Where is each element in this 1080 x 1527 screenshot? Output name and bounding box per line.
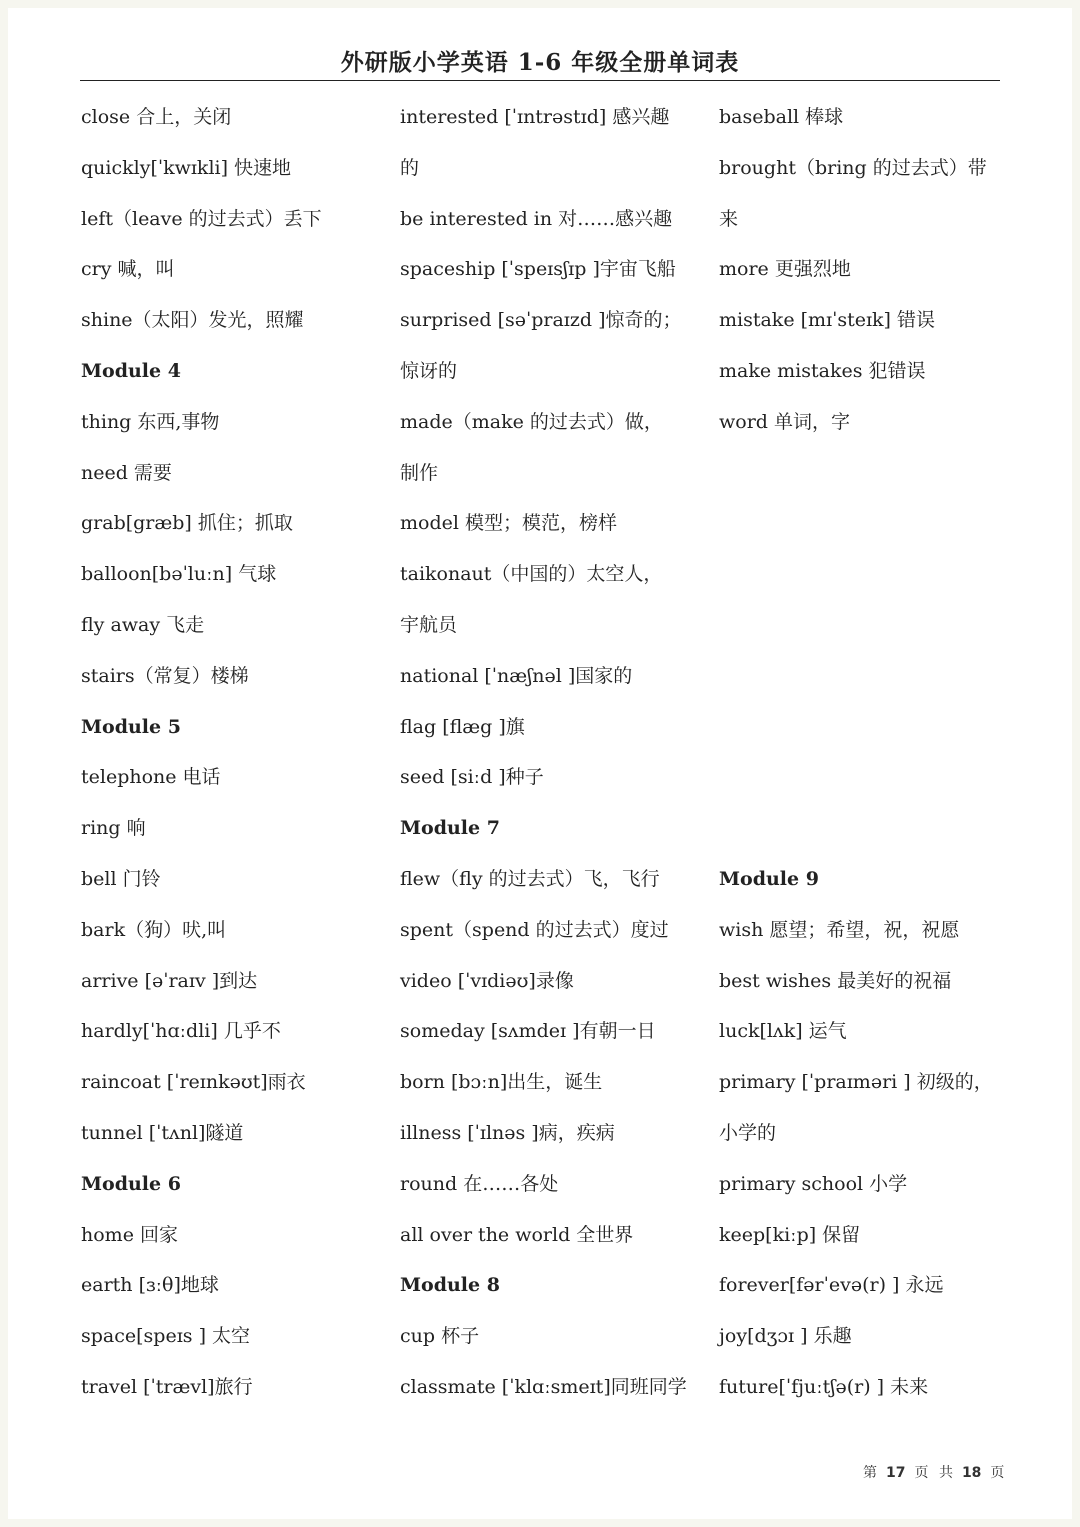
vocab-entry: future[ˈfjuːtʃə(r) ] 未来 <box>719 1375 929 1398</box>
footer-page-word: 页 <box>914 1465 929 1481</box>
vocab-entry <box>719 600 1009 651</box>
vocab-entry: be interested in 对……感兴趣 <box>400 207 673 230</box>
module-heading: Module 8 <box>400 1274 500 1297</box>
vocab-entry: spaceship [ˈspeɪsʃɪp ]宇宙飞船 <box>400 258 676 281</box>
vocab-entry: mistake [mɪˈsteɪk] 错误 <box>719 309 936 332</box>
vocab-entry: earth [ɜːθ]地球 <box>81 1274 219 1297</box>
vocab-entry <box>719 803 1009 854</box>
vocab-entry: taikonaut（中国的）太空人， <box>400 563 663 586</box>
vocab-column-1 <box>81 92 401 1413</box>
page-footer <box>860 1462 1007 1482</box>
footer-suffix: 页 <box>990 1465 1005 1481</box>
vocab-entry <box>719 549 1009 600</box>
vocab-entry: bell 门铃 <box>81 867 161 890</box>
vocab-entry: interested [ˈɪntrəstɪd] 感兴趣 <box>400 106 670 128</box>
vocab-entry: national [ˈnæʃnəl ]国家的 <box>400 664 633 687</box>
vocab-entry: left（leave 的过去式）丢下 <box>81 207 322 230</box>
vocab-entry: travel [ˈtrævl]旅行 <box>81 1375 253 1398</box>
vocab-column-2 <box>400 92 720 1413</box>
vocab-entry <box>719 498 1009 549</box>
vocab-entry: 惊讶的 <box>400 359 458 382</box>
vocab-entry: flew（fly 的过去式）飞，飞行 <box>400 867 660 890</box>
module-heading: Module 5 <box>81 715 181 738</box>
vocab-entry: spent（spend 的过去式）度过 <box>400 918 669 941</box>
vocab-entry: word 单词，字 <box>719 410 850 433</box>
vocab-entry: made（make 的过去式）做， <box>400 410 663 433</box>
vocab-entry: primary school 小学 <box>719 1172 908 1195</box>
vocab-entry: 的 <box>400 156 420 179</box>
document-title: 外研版小学英语 1-6 年级全册单词表 <box>340 49 740 76</box>
footer-total-word: 共 <box>938 1465 953 1481</box>
vocab-entry: hardly[ˈhɑːdli] 几乎不 <box>81 1020 281 1043</box>
vocab-entry: 小学的 <box>719 1121 777 1144</box>
vocab-entry: brought（bring 的过去式）带 <box>719 156 987 179</box>
vocab-entry: close 合上，关闭 <box>81 106 232 128</box>
vocab-entry: thing 东西,事物 <box>81 410 220 433</box>
vocab-entry <box>719 448 1009 499</box>
vocab-column-3 <box>719 92 1009 1413</box>
vocab-entry: surprised [səˈpraɪzd ]惊奇的； <box>400 309 682 332</box>
vocab-entry: cup 杯子 <box>400 1325 480 1348</box>
vocab-entry: arrive [əˈraɪv ]到达 <box>81 969 258 992</box>
vocab-entry: space[speɪs ] 太空 <box>81 1325 251 1348</box>
vocab-entry: round 在……各处 <box>400 1172 559 1195</box>
vocab-entry: bark（狗）吠,叫 <box>81 918 227 941</box>
vocab-entry: video [ˈvɪdiəʊ]录像 <box>400 969 574 992</box>
vocab-entry <box>719 702 1009 753</box>
vocab-entry <box>719 752 1009 803</box>
vocab-entry: wish 愿望；希望，祝，祝愿 <box>719 918 960 941</box>
vocab-entry: 来 <box>719 207 739 230</box>
vocab-entry: raincoat [ˈreɪnkəʊt]雨衣 <box>81 1071 306 1094</box>
vocab-entry: model 模型；模范，榜样 <box>400 512 617 535</box>
vocab-entry: joy[dʒɔɪ ] 乐趣 <box>719 1325 852 1348</box>
vocab-entry: classmate [ˈklɑːsmeɪt]同班同学 <box>400 1375 687 1398</box>
vocab-entry: forever[fərˈevə(r) ] 永远 <box>719 1274 944 1297</box>
vocab-entry: flag [flæg ]旗 <box>400 715 525 738</box>
vocab-entry: ring 响 <box>81 817 146 840</box>
vocab-entry: primary [ˈpraɪməri ] 初级的， <box>719 1071 993 1094</box>
vocab-entry: 宇航员 <box>400 613 458 636</box>
vocab-entry: luck[lʌk] 运气 <box>719 1020 847 1043</box>
vocab-entry: stairs（常复）楼梯 <box>81 664 249 687</box>
footer-total-pages: 18 <box>961 1465 982 1481</box>
module-heading: Module 6 <box>81 1172 181 1195</box>
module-heading: Module 4 <box>81 359 181 382</box>
vocab-entry: balloon[bəˈluːn] 气球 <box>81 563 277 586</box>
module-heading: Module 9 <box>719 867 819 890</box>
vocab-entry: telephone 电话 <box>81 766 221 789</box>
vocab-entry: all over the world 全世界 <box>400 1223 634 1246</box>
vocab-entry: home 回家 <box>81 1223 178 1246</box>
footer-prefix: 第 <box>863 1465 877 1481</box>
vocab-entry: tunnel [ˈtʌnl]隧道 <box>81 1121 244 1144</box>
module-heading: Module 7 <box>400 817 500 840</box>
vocab-entry: baseball 棒球 <box>719 106 844 128</box>
vocab-entry: make mistakes 犯错误 <box>719 359 926 382</box>
vocab-entry: shine（太阳）发光，照耀 <box>81 309 304 332</box>
vocab-entry: best wishes 最美好的祝福 <box>719 969 952 992</box>
footer-current-page: 17 <box>886 1465 906 1481</box>
vocab-entry: keep[kiːp] 保留 <box>719 1223 861 1246</box>
vocab-entry: illness [ˈɪlnəs ]病，疾病 <box>400 1121 615 1144</box>
vocab-entry <box>719 651 1009 702</box>
vocab-entry: cry 喊，叫 <box>81 258 175 281</box>
vocab-entry: 制作 <box>400 461 439 484</box>
vocab-entry: need 需要 <box>81 461 172 484</box>
vocab-entry: quickly[ˈkwɪkli] 快速地 <box>81 156 292 179</box>
vocab-entry: fly away 飞走 <box>81 613 205 636</box>
vocab-entry: grab[græb] 抓住；抓取 <box>81 512 293 535</box>
vocab-entry: someday [sʌmdeɪ ]有朝一日 <box>400 1020 656 1043</box>
vocab-entry: born [bɔːn]出生，诞生 <box>400 1071 603 1094</box>
title-divider <box>80 80 1000 81</box>
vocab-entry: more 更强烈地 <box>719 258 851 281</box>
vocab-entry: seed [siːd ]种子 <box>400 766 544 789</box>
